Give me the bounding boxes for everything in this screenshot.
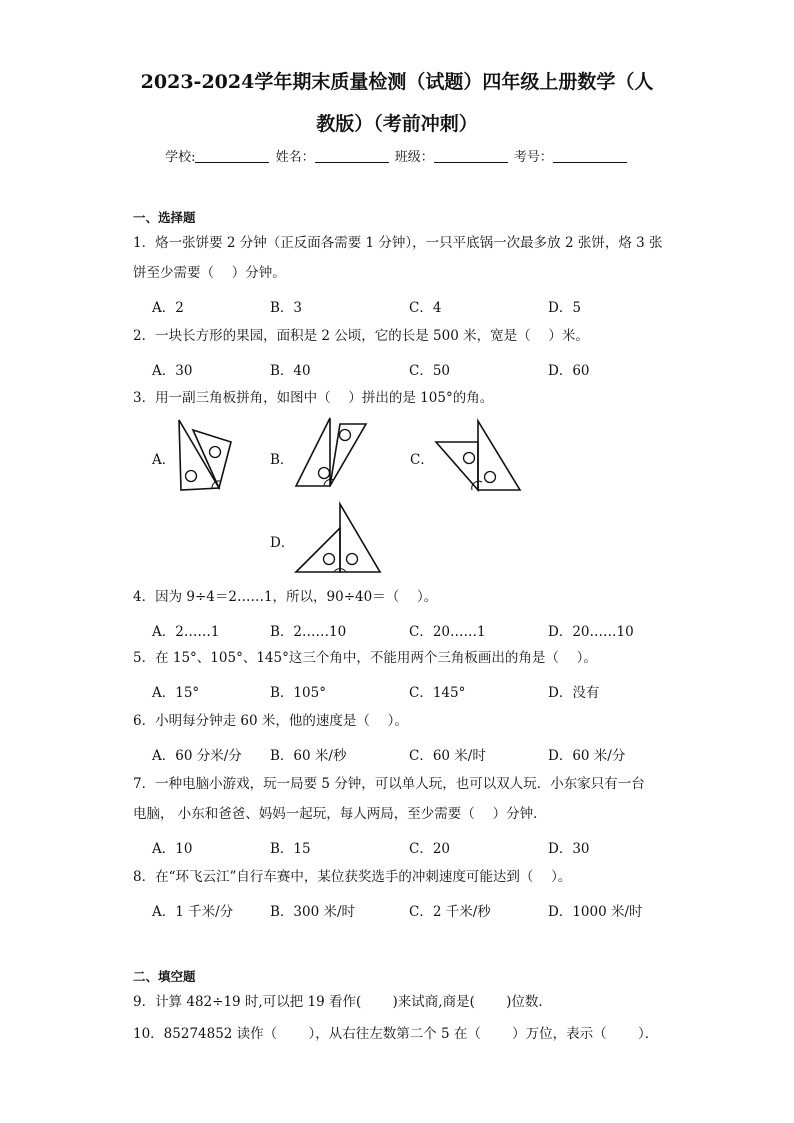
student-info-row	[0, 146, 794, 165]
option-a[interactable]: A．1 千米/分	[152, 904, 234, 920]
option-a[interactable]: A．10	[152, 841, 193, 857]
option-c[interactable]: C．2 千米/秒	[409, 904, 491, 920]
option-c[interactable]: C．20	[409, 841, 451, 857]
section-fill-heading: 二、填空题	[133, 969, 196, 984]
question-4-line-1: 4．因为 9÷4＝2……1，所以，90÷40＝（ ）。	[133, 589, 438, 605]
question-2-line-1: 2．一块长方形的果园，面积是 2 公顷，它的长是 500 米，宽是（ ）米。	[133, 328, 589, 344]
option-a[interactable]: A．15°	[152, 685, 200, 701]
question-1-line-2: 饼至少需要（ ）分钟。	[133, 265, 286, 281]
option-b[interactable]: B．3	[270, 300, 303, 316]
triangle-figure-a[interactable]	[176, 418, 236, 493]
question-3-line-1: 3．用一副三角板拼角，如图中（ ）拼出的是 105°的角。	[133, 390, 494, 406]
option-d[interactable]: D．30	[548, 841, 590, 857]
option-d[interactable]: D．20……10	[548, 624, 634, 640]
school-label: 学校:	[165, 150, 196, 165]
figure-a-label[interactable]: A．	[152, 452, 176, 468]
triangle-figure-c[interactable]	[434, 420, 524, 492]
question-7-line-1: 7．一种电脑小游戏，玩一局要 5 分钟，可以单人玩，也可以双人玩．小东家只有一台	[133, 776, 645, 792]
question-5-line-1: 5．在 15°、105°、145°这三个角中，不能用两个三角板画出的角是（ ）。	[133, 650, 597, 666]
class-blank[interactable]	[434, 148, 508, 163]
triangle-figure-b[interactable]	[294, 418, 374, 490]
option-c[interactable]: C．20……1	[409, 624, 486, 640]
figure-b-label[interactable]: B．	[270, 452, 294, 468]
option-b[interactable]: B．15	[270, 841, 311, 857]
option-b[interactable]: B．2……10	[270, 624, 347, 640]
triangle-figure-d[interactable]	[294, 502, 384, 574]
question-8-line-1: 8．在“环飞云江”自行车赛中，某位获奖选手的冲刺速度可能达到（ ）。	[133, 869, 572, 885]
name-label: 姓名：	[275, 150, 315, 165]
option-a[interactable]: A．60 分米/分	[152, 748, 242, 764]
option-b[interactable]: B．105°	[270, 685, 326, 701]
option-c[interactable]: C．4	[409, 300, 442, 316]
question-9-line-1: 9．计算 482÷19 时,可以把 19 看作( )来试商,商是( )位数．	[133, 994, 552, 1010]
question-10-line-1: 10．85274852 读作（ ），从右往左数第二个 5 在（ ）万位，表示（ ）．	[133, 1026, 659, 1042]
option-d[interactable]: D．60	[548, 363, 590, 379]
option-d[interactable]: D．60 米/分	[548, 748, 626, 764]
option-c[interactable]: C．60 米/时	[409, 748, 486, 764]
figure-d-label[interactable]: D．	[270, 535, 295, 551]
option-d[interactable]: D．没有	[548, 685, 600, 701]
option-d[interactable]: D．5	[548, 300, 581, 316]
figure-c-label[interactable]: C．	[410, 452, 434, 468]
option-b[interactable]: B．60 米/秒	[270, 748, 347, 764]
option-d[interactable]: D．1000 米/时	[548, 904, 643, 920]
option-b[interactable]: B．300 米/时	[270, 904, 356, 920]
option-c[interactable]: C．50	[409, 363, 451, 379]
title-line-2: 教版）（考前冲刺）	[316, 113, 478, 135]
option-b[interactable]: B．40	[270, 363, 311, 379]
option-a[interactable]: A．2	[152, 300, 184, 316]
class-label: 班级：	[394, 150, 434, 165]
question-6-line-1: 6．小明每分钟走 60 米，他的速度是（ ）。	[133, 713, 408, 729]
name-blank[interactable]	[315, 148, 389, 163]
title-line-1: 2023-2024学年期末质量检测（试题）四年级上册数学（人	[140, 71, 654, 93]
option-a[interactable]: A．2……1	[152, 624, 220, 640]
school-blank[interactable]	[195, 148, 269, 163]
option-c[interactable]: C．145°	[409, 685, 466, 701]
option-a[interactable]: A．30	[152, 363, 193, 379]
question-1-line-1: 1．烙一张饼要 2 分钟（正反面各需要 1 分钟），一只平底锅一次最多放 2 张饼，烙 3 张	[133, 235, 663, 251]
number-blank[interactable]	[553, 148, 627, 163]
number-label: 考号：	[513, 150, 553, 165]
question-7-line-2: 电脑， 小东和爸爸、妈妈一起玩，每人两局，至少需要（ ）分钟．	[133, 806, 547, 822]
section-choice-heading: 一、选择题	[133, 210, 196, 225]
